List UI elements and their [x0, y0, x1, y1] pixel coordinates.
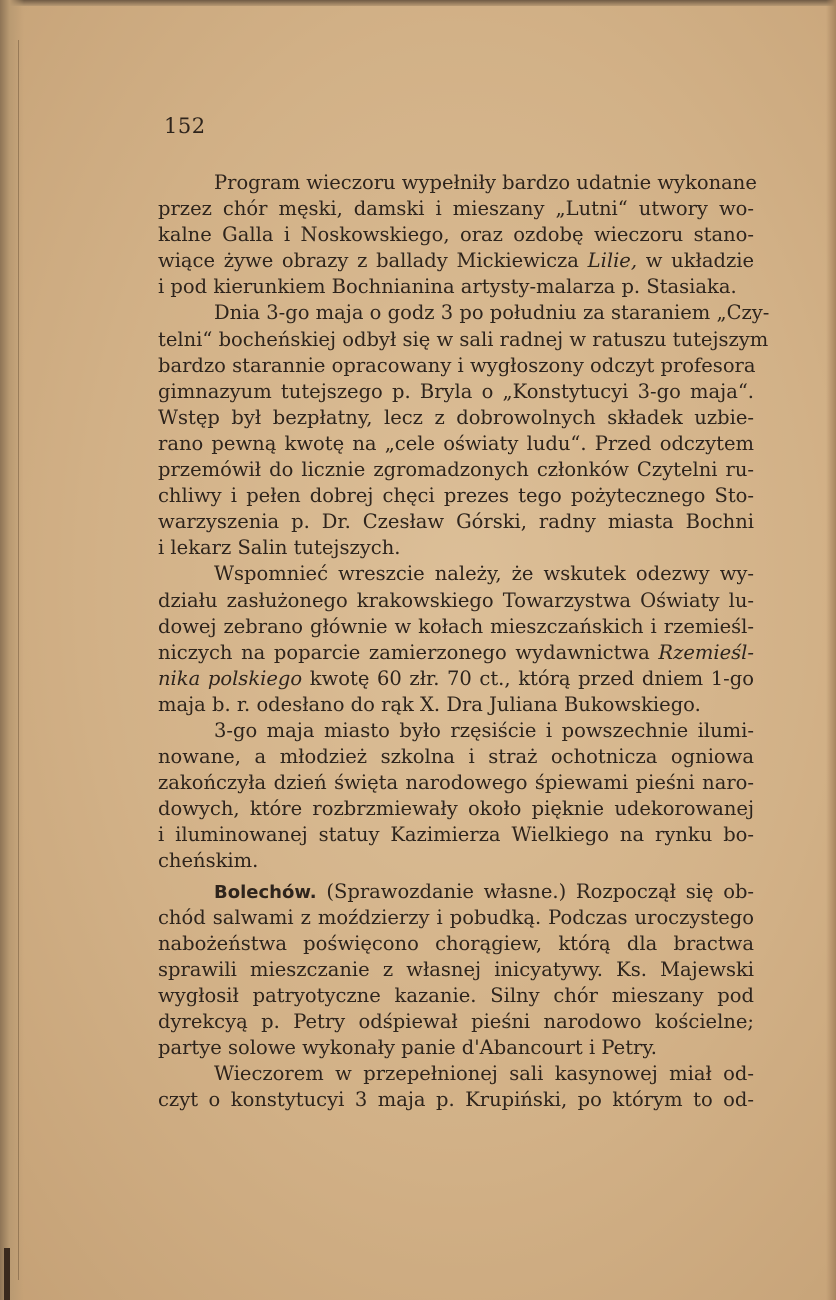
page-number: 152	[164, 114, 206, 138]
body-text	[158, 170, 770, 1113]
paragraphs-main	[158, 170, 770, 875]
text-line: partye solowe wykonały panie d'Abancourt i Petry.	[158, 1036, 657, 1060]
text-line: dyrekcyą p. Petry odśpiewał pieśni narodowo kościelne;	[158, 1010, 754, 1033]
page-top-edge	[0, 0, 836, 6]
text-line: czyt o konstytucyi 3 maja p. Krupiński, po którym to od-	[158, 1088, 754, 1112]
text-line: Dnia 3-go maja o godz 3 po południu za staraniem „Czy-	[214, 301, 770, 325]
binding-mark	[4, 1248, 10, 1300]
text-line: chliwy i pełen dobrej chęci prezes tego pożytecznego Sto-	[158, 484, 754, 508]
text-line: Wieczorem w przepełnionej sali kasynowej miał od-	[214, 1062, 754, 1086]
section-bolechow	[158, 879, 754, 1114]
text-line: maja b. r. odesłano do rąk X. Dra Juliana Bukowskiego.	[158, 692, 701, 716]
text-line: cheńskim.	[158, 849, 259, 873]
text-line: sprawili mieszczanie z własnej inicyatywy. Ks. Majewski	[158, 957, 754, 981]
text-line: niczych na poparcie zamierzonego wydawnictwa Rzemieśl-	[158, 640, 754, 664]
page-right-edge	[826, 0, 836, 1300]
text-line: i iluminowanej statuy Kazimierza Wielkiego na rynku bo-	[158, 823, 754, 847]
text-line: wygłosił patryotyczne kazanie. Silny chór mieszany pod	[158, 983, 754, 1007]
text-line: i pod kierunkiem Bochnianina artysty-malarza p. Stasiaka.	[158, 275, 737, 299]
text-line: Wspomnieć wreszcie należy, że wskutek odezwy wy-	[214, 562, 754, 586]
text-line: dowych, które rozbrzmiewały około pięknie udekorowanej	[158, 797, 754, 821]
text-line: nowane, a młodzież szkolna i straż ochotnicza ogniowa	[158, 745, 754, 769]
text-line: Program wieczoru wypełniły bardzo udatnie wykonane	[214, 171, 757, 194]
text-line: przez chór męski, damski i mieszany „Lutni“ utwory wo-	[158, 197, 754, 221]
text-line	[158, 879, 754, 905]
text-line: warzyszenia p. Dr. Czesław Górski, radny miasta Bochni	[158, 510, 754, 534]
text-line: dowej zebrano głównie w kołach mieszczańskich i rzemieśl-	[158, 614, 754, 638]
text-line: zakończyła dzień święta narodowego śpiewami pieśni naro-	[158, 771, 754, 795]
text-line: i lekarz Salin tutejszych.	[158, 536, 401, 560]
text-line: kalne Galla i Noskowskiego, oraz ozdobę wieczoru stano-	[158, 223, 754, 247]
text-line: Wstęp był bezpłatny, lecz z dobrowolnych składek uzbie-	[158, 405, 754, 429]
text-line: 3-go maja miasto było rzęsiście i powszechnie ilumi-	[214, 718, 754, 742]
text-line: chód salwami z moździerzy i pobudką. Podczas uroczystego	[158, 905, 754, 929]
text-line: nabożeństwa poświęcono chorągiew, którą dla bractwa	[158, 931, 754, 955]
text-line: bardzo starannie opracowany i wygłoszony odczyt profesora	[158, 353, 756, 377]
text-line: nika polskiego kwotę 60 złr. 70 ct., którą przed dniem 1-go	[158, 666, 754, 690]
text-line: gimnazyum tutejszego p. Bryla o „Konstytucyi 3-go maja“.	[158, 379, 754, 403]
text-line: przemówił do licznie zgromadzonych członków Czytelni ru-	[158, 458, 754, 482]
section-heading-bolechow: Bolechów.	[214, 881, 317, 903]
text-line-content: (Sprawozdanie własne.) Rozpoczął się ob-	[326, 879, 755, 903]
page-fold-line	[18, 40, 19, 1280]
text-line: wiące żywe obrazy z ballady Mickiewicza Lilie, w układzie	[158, 249, 754, 273]
text-line: działu zasłużonego krakowskiego Towarzystwa Oświaty lu-	[158, 588, 754, 612]
text-line: rano pewną kwotę na „cele oświaty ludu“. Przed odczytem	[158, 431, 754, 455]
book-spine-shadow	[0, 0, 24, 1300]
text-line: telni“ bocheńskiej odbył się w sali radnej w ratuszu tutejszym	[158, 327, 769, 351]
